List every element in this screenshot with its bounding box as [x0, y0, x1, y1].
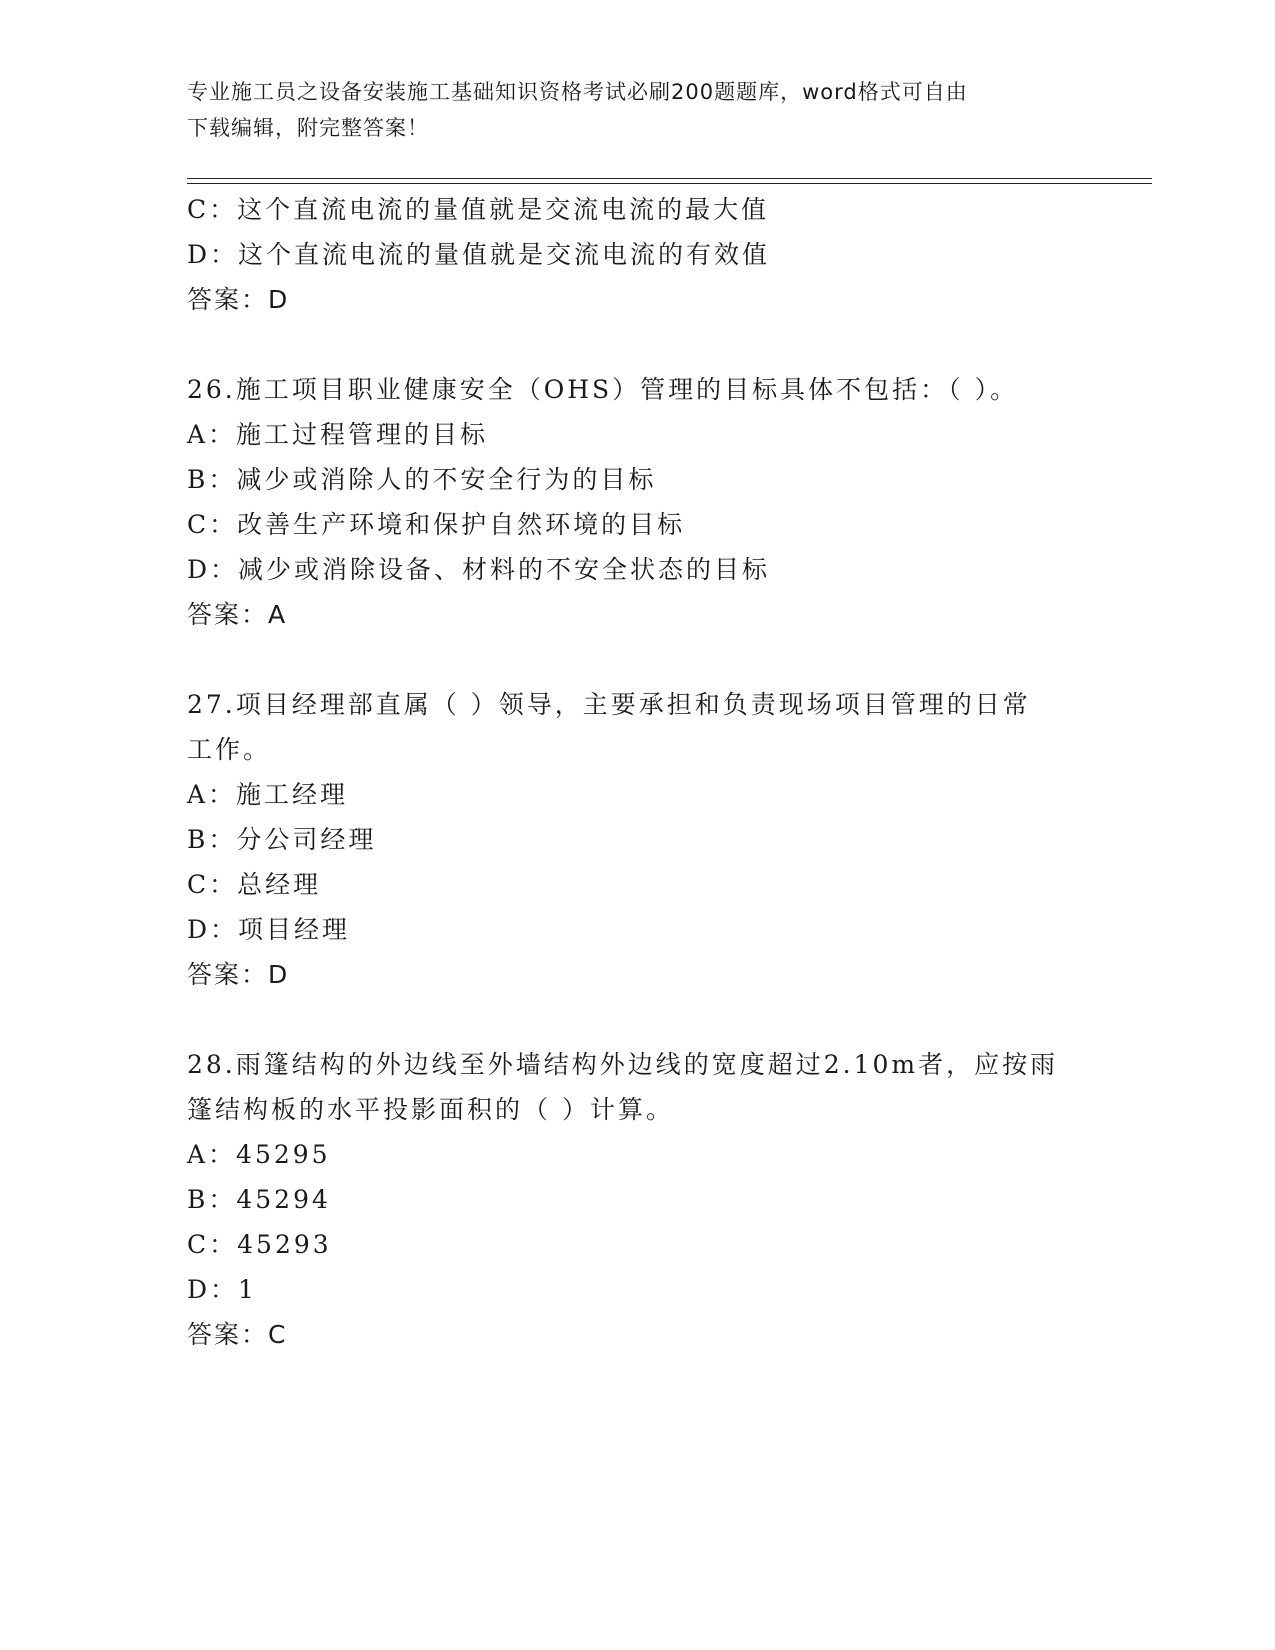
option-line: C：总经理	[187, 870, 322, 899]
option-line: C：45293	[187, 1230, 332, 1259]
header-line-1: 专业施工员之设备安装施工基础知识资格考试必刷200题题库，word格式可自由	[187, 80, 968, 104]
option-line: D：1	[187, 1275, 257, 1304]
question-stem: 26.施工项目职业健康安全（OHS）管理的目标具体不包括：（ ）。	[187, 375, 1019, 404]
option-line: D：这个直流电流的量值就是交流电流的有效值	[187, 240, 771, 269]
question-stem-continued: 工作。	[187, 735, 272, 764]
question-stem: 27.项目经理部直属（ ）领导，主要承担和负责现场项目管理的日常	[187, 690, 1031, 719]
option-line: D：项目经理	[187, 915, 351, 944]
option-line: C：这个直流电流的量值就是交流电流的最大值	[187, 195, 770, 224]
question-stem-continued: 篷结构板的水平投影面积的（ ）计算。	[187, 1095, 674, 1124]
option-line: D：减少或消除设备、材料的不安全状态的目标	[187, 555, 771, 584]
answer-line: 答案：D	[187, 285, 290, 314]
header-line-2: 下载编辑，附完整答案！	[187, 116, 429, 140]
question-stem: 28.雨篷结构的外边线至外墙结构外边线的宽度超过2.10m者，应按雨	[187, 1050, 1059, 1079]
option-line: B：减少或消除人的不安全行为的目标	[187, 465, 657, 494]
option-line: B：分公司经理	[187, 825, 377, 854]
header-divider-bottom	[187, 183, 1152, 184]
answer-line: 答案：D	[187, 960, 290, 989]
option-line: B：45294	[187, 1185, 331, 1214]
answer-line: 答案：C	[187, 1320, 288, 1349]
answer-line: 答案：A	[187, 600, 288, 629]
option-line: C：改善生产环境和保护自然环境的目标	[187, 510, 686, 539]
option-line: A：施工过程管理的目标	[187, 420, 489, 449]
document-header	[187, 74, 1067, 146]
option-line: A：施工经理	[187, 780, 349, 809]
option-line: A：45295	[187, 1140, 331, 1169]
header-divider-top	[187, 178, 1152, 179]
